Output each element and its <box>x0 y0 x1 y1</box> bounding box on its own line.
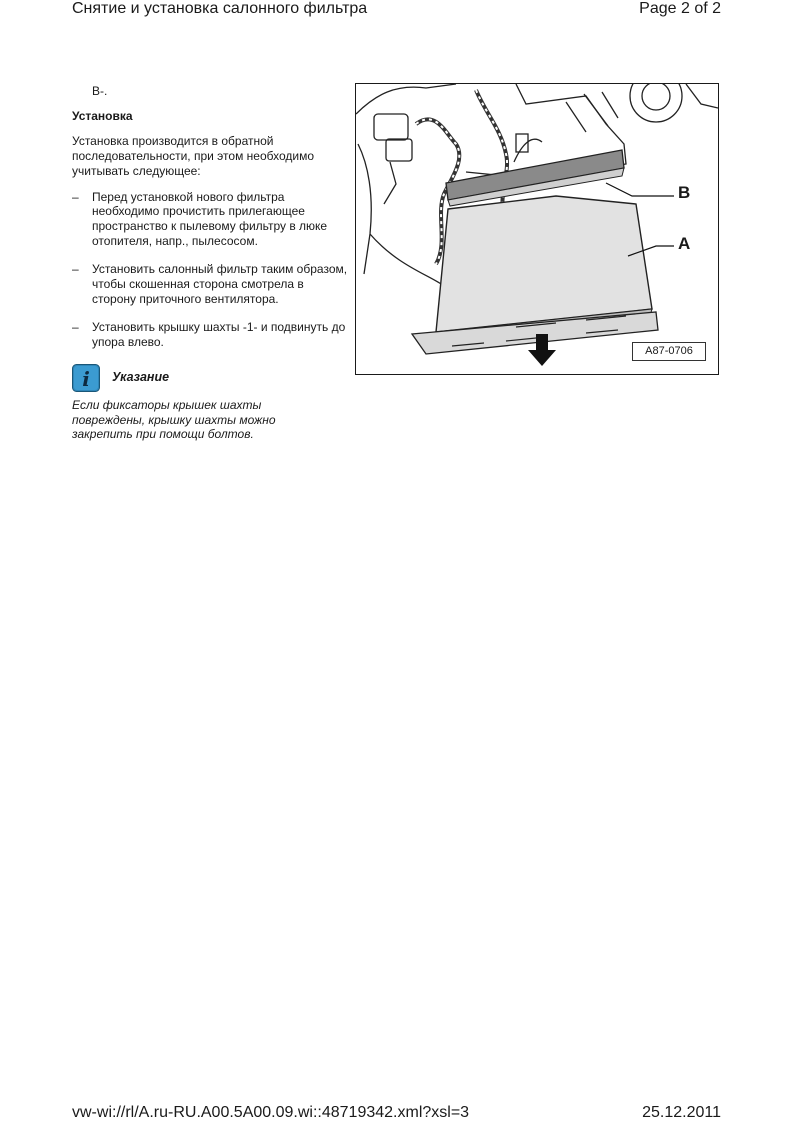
note-label: Указание <box>112 370 170 385</box>
document-title: Снятие и установка салонного фильтра <box>72 0 368 17</box>
callout-a: A <box>678 234 691 253</box>
connector <box>374 114 408 140</box>
step-text: Установить салонный фильтр таким образом, чтобы скошенная сторона смотрела в сторону приточного вентилятора. <box>92 262 348 306</box>
blower-housing <box>630 84 682 122</box>
housing-outline <box>358 144 371 274</box>
note-text: Если фиксаторы крышек шахты повреждены, крышку шахты можно закрепить при помощи болтов. <box>72 397 276 442</box>
section-heading: Установка <box>72 108 133 123</box>
housing-outline <box>384 162 396 204</box>
bullet-dash: – <box>72 320 79 335</box>
figure-reference: A87-0706 <box>632 342 706 361</box>
step-list <box>72 190 348 350</box>
info-icon-glyph: i <box>82 366 90 391</box>
bullet-dash: – <box>72 189 79 204</box>
filter-illustration <box>356 84 719 375</box>
intro-paragraph: Установка производится в обратной последовательности, при этом необходимо учитывать следующее: <box>72 134 315 178</box>
housing-outline <box>356 84 456 114</box>
step-text: Установить крышку шахты -1- и подвинуть до упора влево. <box>92 320 346 350</box>
step-text: Перед установкой нового фильтра необходимо прочистить прилегающее пространство к пылевому фильтру в люке отопителя, напр., пылесосом. <box>92 189 328 248</box>
housing-outline <box>370 234 441 284</box>
housing-outline <box>686 84 718 108</box>
info-icon <box>72 364 100 392</box>
cabin-filter-a <box>436 196 652 332</box>
page-number: Page 2 of 2 <box>639 0 721 17</box>
bullet-dash: – <box>72 262 79 277</box>
callout-b: B <box>678 183 691 202</box>
technical-figure <box>355 83 719 375</box>
step-item <box>72 262 348 306</box>
callout-b-leader <box>606 183 674 196</box>
step-item <box>72 320 348 349</box>
continuation-text: B-. <box>92 84 108 98</box>
print-date: 25.12.2011 <box>642 1104 721 1121</box>
note-header <box>72 364 348 392</box>
source-url: vw-wi://rl/A.ru-RU.A00.5A00.09.wi::48719342.xml?xsl=3 <box>72 1104 470 1121</box>
text-column <box>72 84 348 442</box>
step-item <box>72 190 348 249</box>
connector <box>386 139 412 161</box>
blower-housing <box>642 84 670 110</box>
